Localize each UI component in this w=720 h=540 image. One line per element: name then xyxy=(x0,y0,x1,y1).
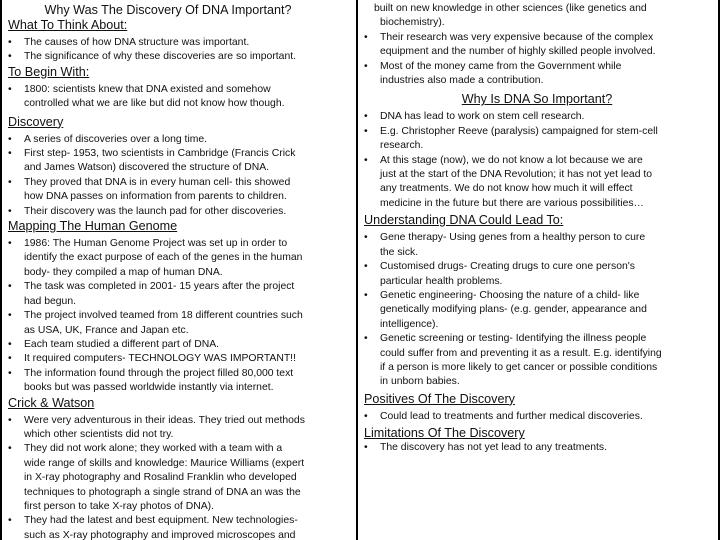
list-item-line: and James Watson) discovered the structure of DNA. xyxy=(24,162,270,174)
list-item-line: • Genetic engineering- Choosing the nature of a child- like xyxy=(364,289,710,303)
list-item-line: wide range of skills and knowledge: Maurice Williams (expert xyxy=(24,457,305,469)
list-item-line: • Were very adventurous in their ideas. They tried out methods xyxy=(8,414,348,428)
list-item-line: • DNA has lead to work on stem cell research. xyxy=(364,110,710,124)
positives-list xyxy=(364,410,710,424)
list-item xyxy=(8,176,348,205)
list-item xyxy=(364,410,710,424)
limitations-list xyxy=(364,441,710,455)
list-item-line: • E.g. Christopher Reeve (paralysis) campaigned for stem-cell xyxy=(364,125,710,139)
begin-heading: To Begin With: xyxy=(8,64,90,79)
list-item-line: any treatments. We do not know how much it will effect xyxy=(380,183,633,195)
list-item-line: first person to take X-ray photos of DNA). xyxy=(24,500,214,512)
list-item-line: had begun. xyxy=(24,295,77,307)
discovery-heading: Discovery xyxy=(8,114,64,129)
list-item-line: • The discovery has not yet lead to any treatments. xyxy=(364,441,710,455)
list-item-line: • The information found through the project filled 80,000 text xyxy=(8,367,348,381)
list-item-line: such as X-ray photography and improved microscopes and xyxy=(24,529,296,540)
list-item xyxy=(364,110,710,124)
crick-list xyxy=(8,414,348,540)
list-item-line: • Gene therapy- Using genes from a healthy person to cure xyxy=(364,231,710,245)
list-item-line: controlled what we are like but did not know how though. xyxy=(24,98,285,110)
list-item-line: just at the start of the DNA Revolution; it has not yet lead to xyxy=(380,169,653,181)
list-item xyxy=(8,83,348,112)
continued-line: built on new knowledge in other sciences (like genetics and xyxy=(374,3,647,14)
list-item xyxy=(8,36,348,50)
list-item-line: • 1800: scientists knew that DNA existed and somehow xyxy=(8,83,348,97)
list-item-line: • The project involved teamed from 18 different countries such xyxy=(8,309,348,323)
list-item-line: how DNA passes on information from parents to children. xyxy=(24,191,287,203)
understanding-heading: Understanding DNA Could Lead To: xyxy=(364,213,564,228)
list-item-line: genetically modifying plans- (e.g. gender, appearance and xyxy=(380,304,647,316)
continued-line: biochemistry). xyxy=(380,17,445,29)
list-item xyxy=(364,332,710,390)
list-item xyxy=(364,31,710,60)
list-item xyxy=(8,352,348,366)
list-item-line: techniques to photograph a single strand of DNA an was the xyxy=(24,486,301,498)
begin-list xyxy=(8,83,348,112)
list-item-line: books but was passed worldwide instantly via internet. xyxy=(24,382,274,394)
list-item xyxy=(364,231,710,260)
list-item xyxy=(364,154,710,212)
list-item xyxy=(8,133,348,147)
list-item-line: • Most of the money came from the Government while xyxy=(364,60,710,74)
list-item-line: identify the exact purpose of each of the genes in the human xyxy=(24,252,303,264)
list-item-line: which other scientists did not try. xyxy=(24,428,174,440)
important-heading: Why Is DNA So Important? xyxy=(461,92,613,107)
list-item-line: • Their research was very expensive because of the complex xyxy=(364,31,710,45)
list-item-line: particular health problems. xyxy=(380,275,503,287)
list-item xyxy=(8,442,348,514)
list-item-line: • The task was completed in 2001- 15 years after the project xyxy=(8,280,348,294)
list-item xyxy=(8,514,348,540)
continued-text xyxy=(364,2,710,31)
list-item-line: the sick. xyxy=(380,246,419,258)
list-item xyxy=(8,147,348,176)
list-item-line: • They had the latest and best equipment. New technologies- xyxy=(8,514,348,528)
list-item xyxy=(8,50,348,64)
list-item-line: as USA, UK, France and Japan etc. xyxy=(24,324,189,336)
list-item-line: • Genetic screening or testing- Identifying the illness people xyxy=(364,332,710,346)
list-item-line: • Each team studied a different part of DNA. xyxy=(8,338,348,352)
genome-heading: Mapping The Human Genome xyxy=(8,219,178,234)
list-item-line: medicine in the future but there are various possibilities… xyxy=(380,197,644,209)
list-item-line: • Could lead to treatments and further medical discoveries. xyxy=(364,410,710,424)
think-list xyxy=(8,36,348,65)
left-column xyxy=(0,0,358,540)
list-item xyxy=(8,338,348,352)
list-item-line: • First step- 1953, two scientists in Cambridge (Francis Crick xyxy=(8,147,348,161)
list-item xyxy=(8,367,348,396)
list-item-line: in X-ray photography and Rosalind Franklin who developed xyxy=(24,472,297,484)
right-column xyxy=(356,0,720,540)
list-item xyxy=(8,309,348,338)
list-item-line: • At this stage (now), we do not know a lot because we are xyxy=(364,154,710,168)
list-item-line: industries also made a contribution. xyxy=(380,75,544,87)
list-item-line: • Their discovery was the launch pad for other discoveries. xyxy=(8,205,348,219)
list-item-line: • The causes of how DNA structure was important. xyxy=(8,36,348,50)
discovery-list xyxy=(8,133,348,219)
list-item-line: research. xyxy=(380,140,424,152)
limitations-heading: Limitations Of The Discovery xyxy=(364,426,525,441)
list-item-line: equipment and the number of highly skilled people involved. xyxy=(380,46,656,58)
list-item-line: • Customised drugs- Creating drugs to cure one person's xyxy=(364,260,710,274)
list-item-line: • They proved that DNA is in every human cell- this showed xyxy=(8,176,348,190)
list-item xyxy=(364,125,710,154)
list-item-line: • A series of discoveries over a long time. xyxy=(8,133,348,147)
genome-list xyxy=(8,237,348,395)
list-item xyxy=(8,414,348,443)
list-item xyxy=(8,237,348,280)
list-item-line: in unborn babies. xyxy=(380,376,460,388)
list-item-line: • It required computers- TECHNOLOGY WAS IMPORTANT!! xyxy=(8,352,348,366)
crick-heading: Crick & Watson xyxy=(8,395,95,410)
understanding-list xyxy=(364,231,710,389)
list-item-line: body- they compiled a map of human DNA. xyxy=(24,266,223,278)
list-item xyxy=(8,280,348,309)
document-title: Why Was The Discovery Of DNA Important? xyxy=(44,3,292,17)
list-item xyxy=(364,260,710,289)
list-item-line: if a person is more likely to get cancer or possible conditions xyxy=(380,361,658,373)
list-item-line: • They did not work alone; they worked with a team with a xyxy=(8,442,348,456)
list-item-line: • The significance of why these discoveries are so important. xyxy=(8,50,348,64)
think-heading: What To Think About: xyxy=(8,18,128,32)
list-item xyxy=(364,441,710,455)
list-item xyxy=(364,289,710,332)
continued-list xyxy=(364,31,710,89)
list-item-line: could suffer from and preventing it as a result. E.g. identifying xyxy=(380,347,662,359)
positives-heading: Positives Of The Discovery xyxy=(364,391,515,406)
important-list xyxy=(364,110,710,211)
list-item-line: • 1986: The Human Genome Project was set up in order to xyxy=(8,237,348,251)
list-item xyxy=(364,60,710,89)
list-item xyxy=(8,205,348,219)
list-item-line: intelligence). xyxy=(380,318,439,330)
